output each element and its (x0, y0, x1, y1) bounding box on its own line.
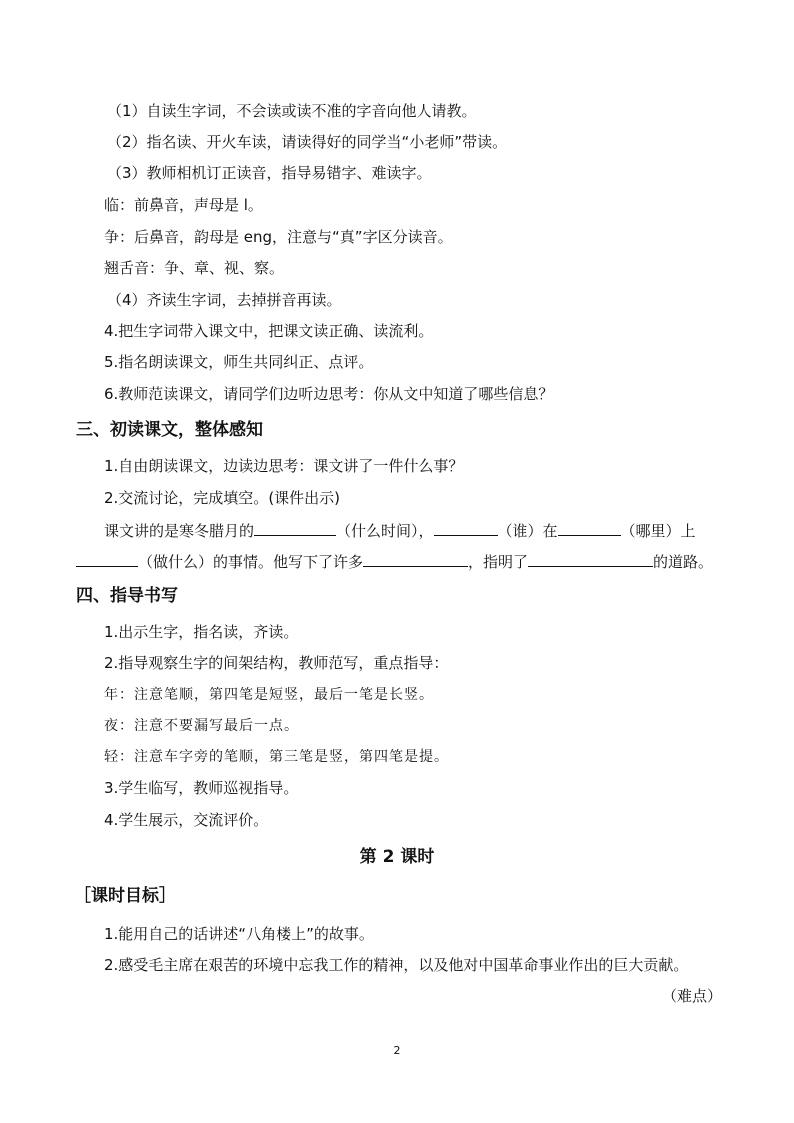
fill-text-5: （做什么）的事情。他写下了许多 (138, 553, 364, 571)
step-3-line: （3）教师相机订正读音，指导易错字、难读字。 (107, 164, 432, 182)
blank-when[interactable] (254, 519, 336, 536)
pronunciation-note-zheng: 争：后鼻音，韵母是 eng，注意与“真”字区分读音。 (104, 228, 453, 246)
fill-blank-line-2 (76, 550, 713, 572)
section-3-item-2: 2.交流讨论，完成填空。(课件出示) (104, 489, 341, 507)
writing-note-nian: 年：注意笔顺，第四笔是短竖，最后一笔是长竖。 (104, 687, 434, 703)
item-4-line: 4.把生字词带入课文中，把课文读正确、读流利。 (104, 322, 434, 340)
section-4-item-2: 2.指导观察生字的间架结构，教师范写，重点指导： (104, 654, 449, 672)
step-2-line: （2）指名读、开火车读，请读得好的同学当“小老师”带读。 (107, 133, 508, 151)
fill-text-1: 课文讲的是寒冬腊月的 (104, 522, 255, 540)
section-4-heading: 四、指导书写 (76, 586, 178, 606)
lesson-2-title: 第 2 课时 (359, 847, 435, 867)
blank-where[interactable] (558, 519, 621, 536)
step-4-line: （4）齐读生字词，去掉拼音再读。 (107, 291, 342, 309)
section-4-item-4: 4.学生展示，交流评价。 (104, 811, 269, 829)
item-6-line: 6.教师范读课文，请同学们边听边思考：你从文中知道了哪些信息？ (104, 385, 554, 403)
lesson-goal-2: 2.感受毛主席在艰苦的环境中忘我工作的精神，以及他对中国革命事业作出的巨大贡献。 (104, 956, 689, 974)
difficulty-note: （难点） (662, 987, 723, 1005)
fill-text-4: （哪里）上 (620, 522, 696, 540)
section-4-item-3: 3.学生临写，教师巡视指导。 (104, 779, 299, 797)
fill-blank-line-1 (104, 519, 696, 541)
writing-note-qing: 轻：注意车字旁的笔顺，第三笔是竖，第四笔是提。 (104, 749, 449, 765)
blank-writings[interactable] (363, 550, 468, 567)
pronunciation-note-retroflex: 翘舌音：争、章、视、察。 (104, 259, 285, 277)
lesson-goal-1: 1.能用自己的话讲述“八角楼上”的故事。 (104, 925, 374, 943)
blank-who[interactable] (434, 519, 498, 536)
section-3-heading: 三、初读课文，整体感知 (76, 420, 263, 440)
writing-note-ye: 夜：注意不要漏写最后一点。 (104, 718, 299, 734)
fill-text-7: 的道路。 (653, 553, 714, 571)
page-number: 2 (393, 1044, 401, 1057)
fill-text-6: ，指明了 (468, 553, 529, 571)
section-3-item-1: 1.自由朗读课文，边读边思考：课文讲了一件什么事？ (104, 457, 464, 475)
lesson-goals-heading: ［课时目标］ (74, 886, 176, 906)
fill-text-3: （谁）在 (497, 522, 558, 540)
section-4-item-1: 1.出示生字，指名读，齐读。 (104, 623, 299, 641)
blank-what[interactable] (76, 550, 138, 567)
blank-road[interactable] (528, 550, 653, 567)
item-5-line: 5.指名朗读课文，师生共同纠正、点评。 (104, 353, 374, 371)
step-1-line: （1）自读生字词，不会读或读不准的字音向他人请教。 (107, 102, 477, 120)
fill-text-2: （什么时间）， (336, 522, 434, 540)
pronunciation-note-lin: 临：前鼻音，声母是 l。 (104, 196, 263, 214)
